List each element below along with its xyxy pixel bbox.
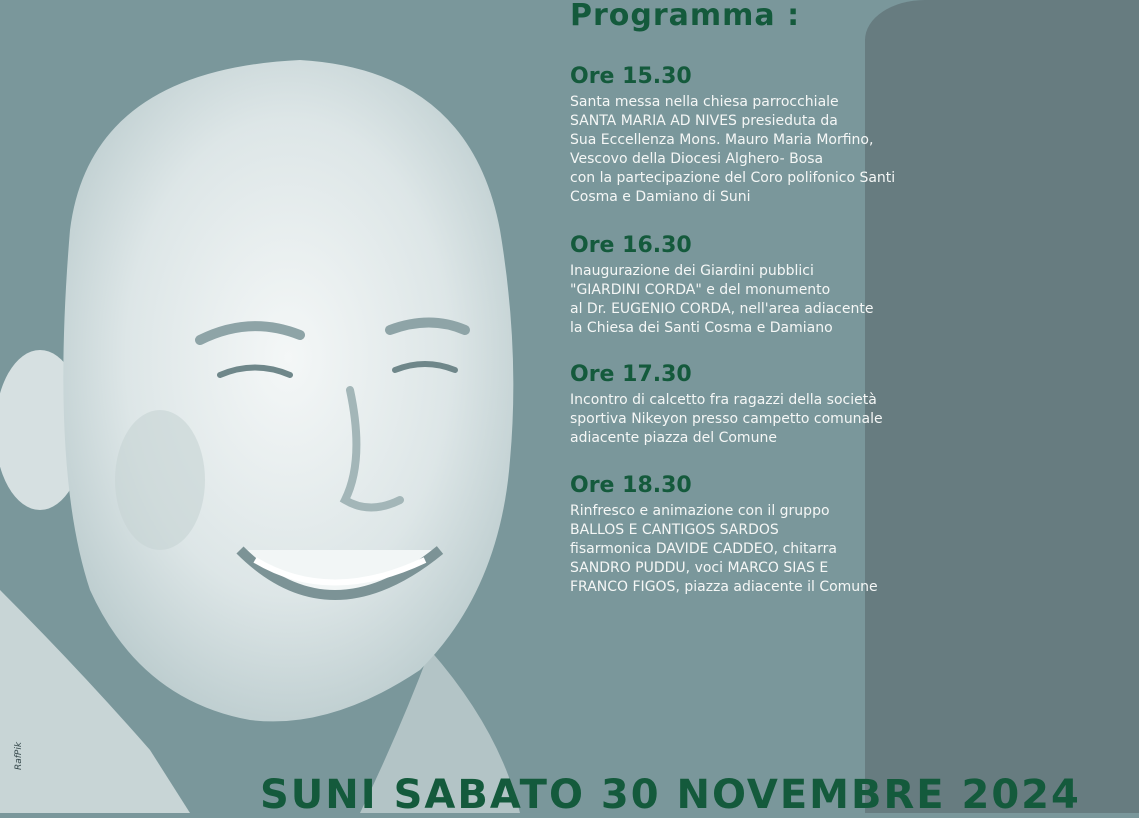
slot-line: al Dr. EUGENIO CORDA, nell'area adiacente xyxy=(570,301,874,317)
slot-line: la Chiesa dei Santi Cosma e Damiano xyxy=(570,320,833,336)
slot-line: Vescovo della Diocesi Alghero- Bosa xyxy=(570,151,824,167)
program-slot xyxy=(570,233,970,338)
slot-time: Ore 18.30 xyxy=(570,473,692,498)
slot-line: Cosma e Damiano di Suni xyxy=(570,189,751,205)
slot-line: SANTA MARIA AD NIVES presieduta da xyxy=(570,113,838,129)
slot-line: Incontro di calcetto fra ragazzi della società xyxy=(570,392,877,408)
program-title: Programma : xyxy=(570,0,801,33)
slot-line: Santa messa nella chiesa parrocchiale xyxy=(570,94,839,110)
photo-credit: RafPik xyxy=(14,741,24,770)
slot-line: Inaugurazione dei Giardini pubblici xyxy=(570,263,814,279)
program-slot xyxy=(570,362,970,448)
slot-time: Ore 17.30 xyxy=(570,362,692,387)
program-slot xyxy=(570,64,970,207)
portrait-photo xyxy=(0,30,560,813)
slot-line: con la partecipazione del Coro polifonico Santi xyxy=(570,170,896,186)
slot-time: Ore 15.30 xyxy=(570,64,692,89)
slot-line: fisarmonica DAVIDE CADDEO, chitarra xyxy=(570,541,837,557)
slot-line: sportiva Nikeyon presso campetto comunale xyxy=(570,411,883,427)
slot-line: Rinfresco e animazione con il gruppo xyxy=(570,503,830,519)
head-shape xyxy=(63,60,513,721)
slot-time: Ore 16.30 xyxy=(570,233,692,258)
program-slot xyxy=(570,473,970,597)
slot-line: Sua Eccellenza Mons. Mauro Maria Morfino, xyxy=(570,132,874,148)
slot-line: "GIARDINI CORDA" e del monumento xyxy=(570,282,831,298)
slot-line: FRANCO FIGOS, piazza adiacente il Comune xyxy=(570,579,878,595)
event-date: SUNI SABATO 30 NOVEMBRE 2024 xyxy=(260,772,1081,818)
slot-line: BALLOS E CANTIGOS SARDOS xyxy=(570,522,779,538)
slot-line: adiacente piazza del Comune xyxy=(570,430,777,446)
slot-line: SANDRO PUDDU, voci MARCO SIAS E xyxy=(570,560,829,576)
